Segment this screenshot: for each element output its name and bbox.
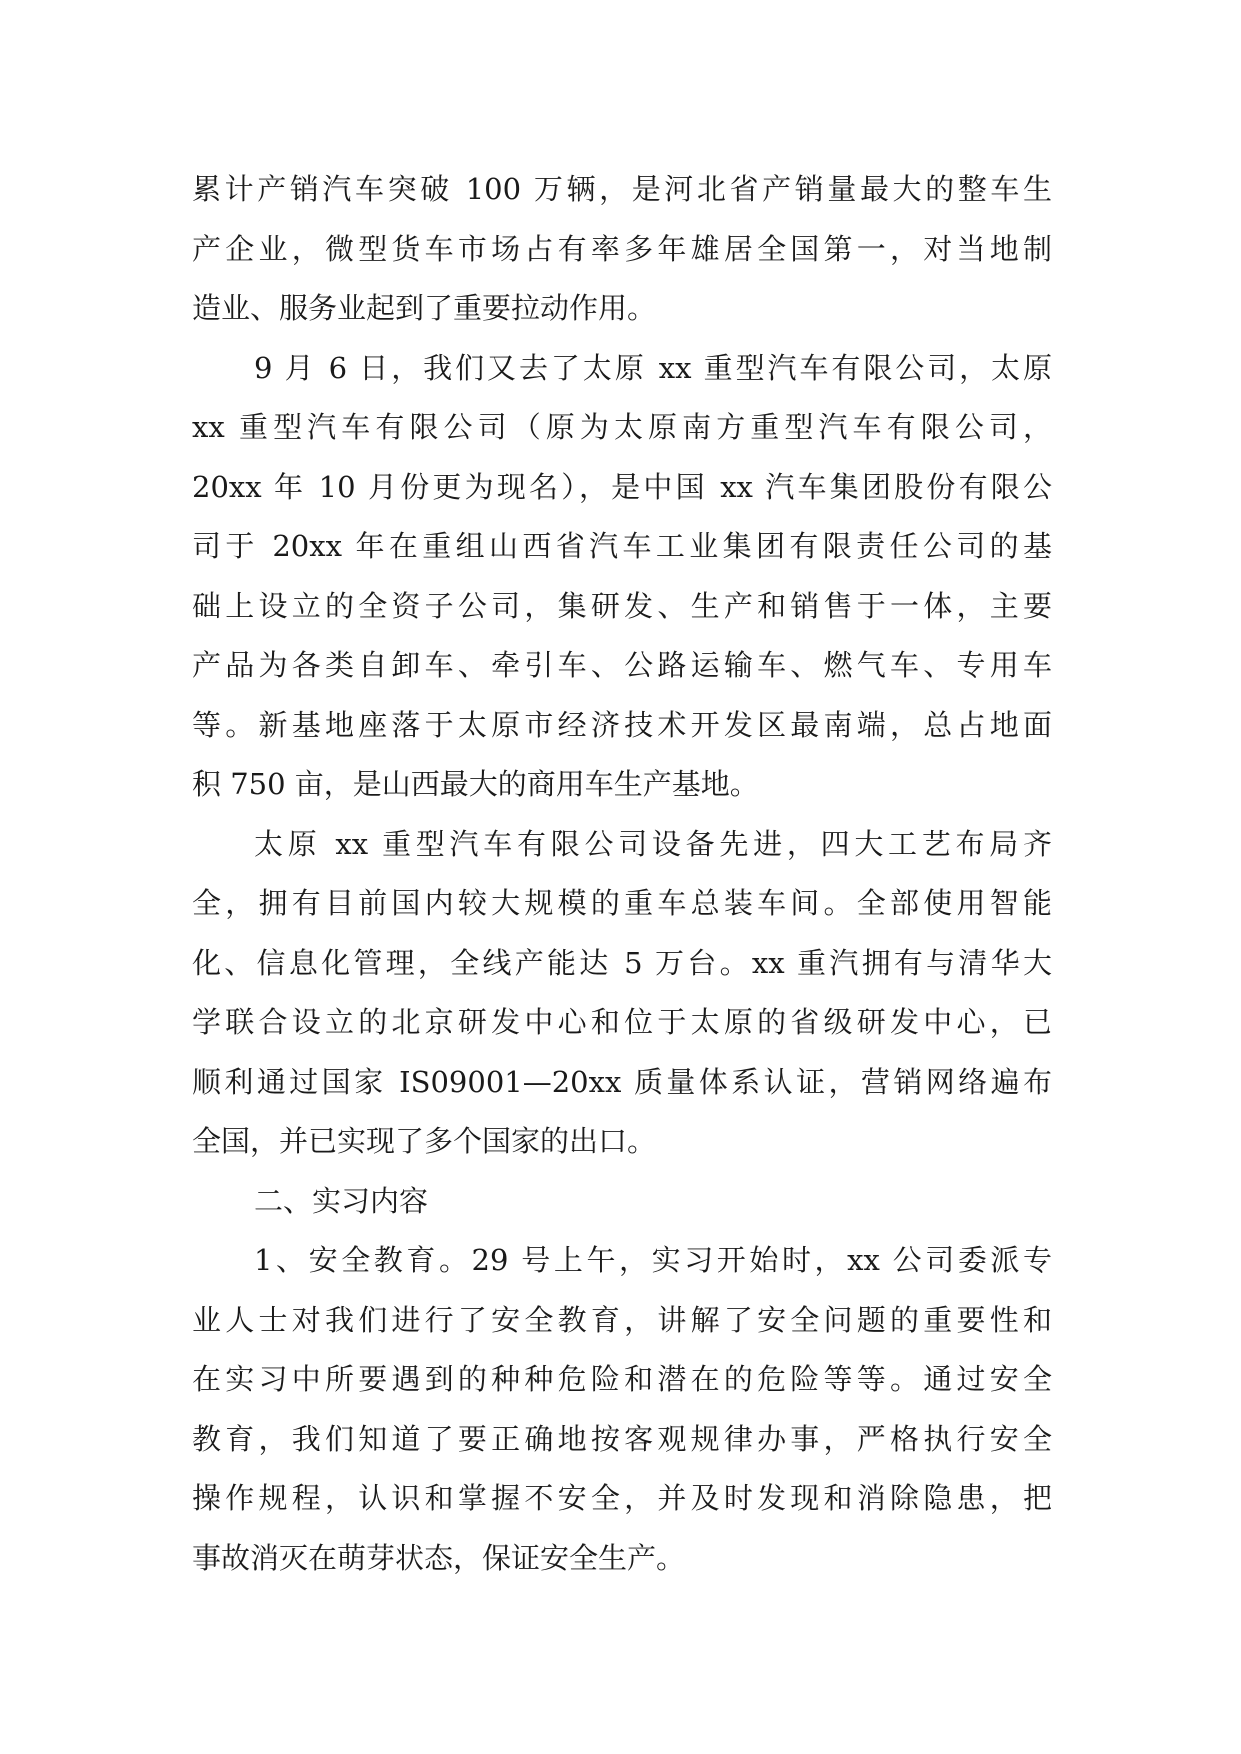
text-line: 业人士对我们进行了安全教育，讲解了安全问题的重要性和 — [192, 1302, 1052, 1337]
text-line: 在实习中所要遇到的种种危险和潜在的危险等等。通过安全 — [192, 1362, 1052, 1396]
text-line: 20xx 年 10 月份更为现名），是中国 xx 汽车集团股份有限公 — [192, 469, 1052, 504]
text-line: 操作规程，认识和掌握不安全，并及时发现和消除隐患，把 — [192, 1481, 1052, 1515]
text-line: 产品为各类自卸车、牵引车、公路运输车、燃气车、专用车 — [192, 648, 1052, 682]
text-line: 全国，并已实现了多个国家的出口。 — [192, 1124, 657, 1158]
text-line: 全，拥有目前国内较大规模的重车总装车间。全部使用智能 — [192, 886, 1052, 920]
text-line: 教育，我们知道了要正确地按客观规律办事，严格执行安全 — [192, 1421, 1052, 1456]
text-line: 司于 20xx 年在重组山西省汽车工业集团有限责任公司的基 — [192, 529, 1052, 563]
text-line: 等。新基地座落于太原市经济技术开发区最南端，总占地面 — [192, 707, 1052, 742]
text-line: 积 750 亩，是山西最大的商用车生产基地。 — [192, 767, 759, 801]
text-line: 顺利通过国家 IS09001—20xx 质量体系认证，营销网络遍布 — [192, 1064, 1052, 1099]
section-heading: 二、实习内容 — [254, 1183, 429, 1218]
text-line: 学联合设立的北京研发中心和位于太原的省级研发中心，已 — [192, 1005, 1052, 1039]
text-line: 9 月 6 日，我们又去了太原 xx 重型汽车有限公司，太原 — [254, 350, 1052, 385]
text-line: 累计产销汽车突破 100 万辆，是河北省产销量最大的整车生 — [192, 172, 1052, 206]
text-line: 1、安全教育。29 号上午，实习开始时，xx 公司委派专 — [254, 1243, 1052, 1277]
text-line: 产企业，微型货车市场占有率多年雄居全国第一，对当地制 — [192, 231, 1052, 266]
body-text — [192, 160, 1052, 1588]
text-line: xx 重型汽车有限公司（原为太原南方重型汽车有限公司， — [192, 410, 1052, 444]
text-line: 造业、服务业起到了重要拉动作用。 — [192, 291, 657, 325]
text-line: 太原 xx 重型汽车有限公司设备先进，四大工艺布局齐 — [254, 826, 1052, 861]
text-line: 础上设立的全资子公司，集研发、生产和销售于一体，主要 — [192, 588, 1052, 623]
text-line: 事故消灭在萌芽状态，保证安全生产。 — [192, 1540, 686, 1575]
text-line: 化、信息化管理，全线产能达 5 万台。xx 重汽拥有与清华大 — [192, 945, 1052, 980]
